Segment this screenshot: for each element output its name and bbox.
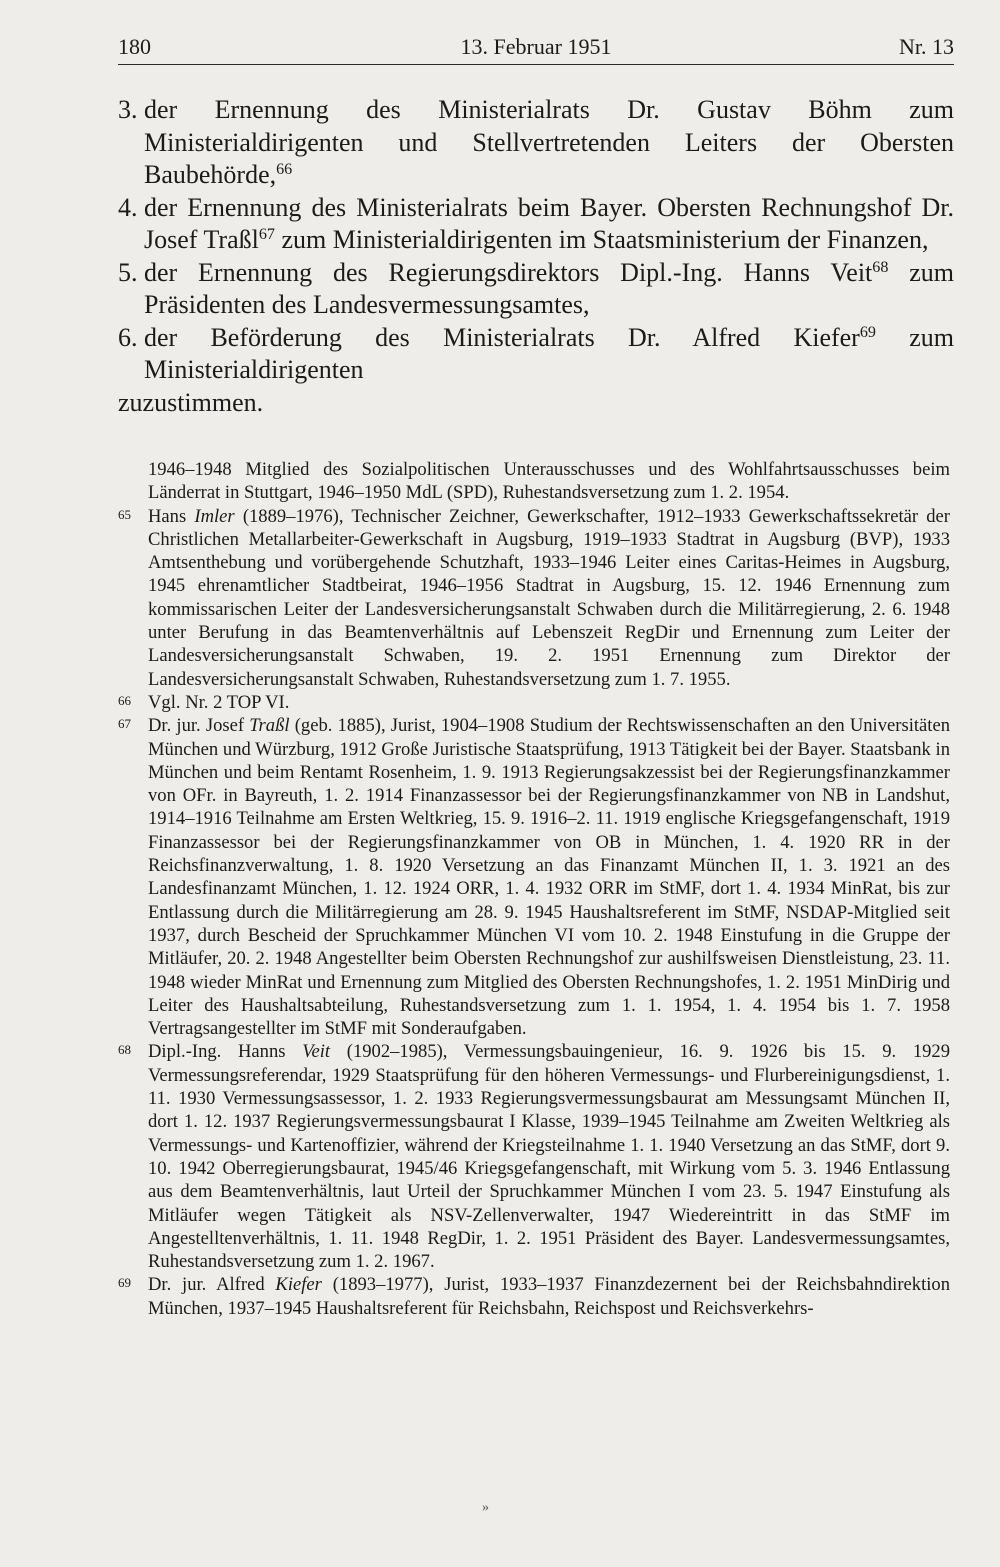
footnotes	[118, 458, 950, 1320]
item-text-body: der Beförderung des Ministerialrats Dr. Alfred Kiefer	[144, 322, 860, 352]
footnote-text-lead: Dipl.-Ing. Hanns	[148, 1041, 303, 1063]
page-number: 180	[118, 34, 151, 59]
footnote-name: Kiefer	[275, 1274, 322, 1296]
item-text-tail: zum Ministerialdirigenten im Staatsministerium der Finanzen,	[274, 225, 929, 254]
footnote-number: 66	[118, 692, 131, 708]
footnote-ref: 69	[859, 323, 876, 341]
item-text-body: der Ernennung des Regierungsdirektors Dipl.-Ing. Hanns Veit	[144, 257, 873, 287]
item-text-body: der Ernennung des Ministerialrats Dr. Gustav Böhm zum Ministerialdirigenten und Stellvertretenden Leiters der Obersten Baubehörde,	[144, 95, 954, 189]
header-date: 13. Februar 1951	[460, 34, 612, 59]
footnote-text-tail: (1902–1985), Vermessungsbauingenieur, 16. 9. 1926 bis 15. 9. 1929 Vermessungsreferendar, 1929 Staatsprüfung für den höheren Vermessungs- und Flurbereinigungsdienst, 1. 11. 1930 Vermessungsassessor, 1. 2. 1933 Regierungsvermessungsbaurat am Messungsamt München II, dort 1. 12. 1937 Regierungsvermessungsbaurat I Klasse, 1939–1945 Teilnahme am Zweiten Weltkrieg als Vermessungs- und Kartenoffizier, während der Kriegsteilnahme 1. 1. 1940 Versetzung an das StMF, dort 9. 10. 1942 Oberregierungsbaurat, 1945/46 Kriegsgefangenschaft, mit Wirkung vom 5. 3. 1946 Entlassung aus dem Beamtenverhältnis, laut Urteil der Spruchkammer München I vom 23. 5. 1947 Einstufung als Mitläufer wegen Tätigkeit als NSV-Zellenverwalter, 1947 Wiedereintritt in das StMF im Angestelltenverhältnis, 1. 11. 1948 RegDir, 1. 2. 1951 Präsident des Bayer. Landesvermessungsamtes, Ruhestandsversetzung zum 1. 2. 1967.	[148, 1041, 951, 1273]
footnote-ref: 68	[872, 258, 889, 276]
item-text-body: der Ernennung des Ministerialrats beim Bayer. Obersten Rechnungshof Dr. Josef Traßl	[144, 192, 954, 254]
footnote	[118, 505, 950, 691]
list-item	[118, 94, 954, 192]
item-text	[144, 94, 954, 192]
footnote-text-tail: (1893–1977), Jurist, 1933–1937 Finanzdezernent bei der Reichsbahndirektion München, 1937–1945 Haushaltsreferent für Reichsbahn, Reichspost und Reichsverkehrs-	[148, 1274, 951, 1319]
item-number: 6.	[118, 322, 138, 352]
item-text	[144, 192, 954, 257]
footnote-ref: 67	[258, 226, 275, 244]
issue-number: Nr. 13	[899, 34, 954, 59]
footnote-text-lead: 1946–1948 Mitglied des Sozialpolitischen Unterausschusses und des Wohlfahrtsausschusses beim Länderrat in Stuttgart, 1946–1950 MdL (SPD), Ruhestandsversetzung zum 1. 2. 1954.	[148, 459, 950, 504]
footnote-name: Imler	[194, 505, 235, 527]
item-text	[144, 322, 954, 387]
footnote-text	[148, 691, 950, 714]
footnote-name: Traßl	[249, 715, 290, 737]
item-number: 4.	[118, 192, 138, 222]
item-text-tail: zum Präsidenten des Landesvermessungsamtes,	[144, 257, 955, 319]
footnote-text-lead: Vgl. Nr. 2 TOP VI.	[148, 691, 290, 713]
footnote-text-lead: Dr. jur. Josef	[148, 715, 250, 737]
bottom-mark: »	[482, 1500, 489, 1515]
footnote-text-lead: Dr. jur. Alfred	[148, 1274, 276, 1296]
running-header	[118, 28, 954, 62]
footnote-text	[148, 1040, 950, 1273]
footnote	[118, 714, 950, 1040]
closing-text: zuzustimmen.	[118, 387, 264, 417]
footnote	[118, 458, 950, 505]
footnote-number: 68	[118, 1042, 131, 1058]
main-text	[118, 94, 954, 419]
footnote-text-lead: Hans	[148, 505, 195, 527]
footnote-text-tail: (1889–1976), Technischer Zeichner, Gewerkschafter, 1912–1933 Gewerkschaftssekretär der Christlichen Metallarbeiter-Gewerkschaft in Augsburg, 1919–1933 Stadtrat in Augsburg (BVP), 1933 Amtsenthebung und vorübergehende Schutzhaft, 1933–1946 Leiter eines Caritas-Heimes in Augsburg, 1945 ehrenamtlicher Stadtbeirat, 1946–1956 Stadtrat in Augsburg, 15. 12. 1946 Ernennung zum kommissarischen Leiter der Landesversicherungsanstalt Schwaben durch die Militärregierung, 2. 6. 1948 unter Berufung in das Beamtenverhältnis auf Lebenszeit RegDir und Ernennung zum Leiter der Landesversicherungsanstalt Schwaben, 19. 2. 1951 Ernennung zum Direktor der Landesversicherungsanstalt Schwaben, Ruhestandsversetzung zum 1. 7. 1955.	[148, 505, 950, 690]
footnote-number: 65	[118, 506, 131, 522]
list-item	[118, 322, 954, 387]
item-number: 5.	[118, 257, 138, 287]
footnote-text	[148, 505, 950, 691]
item-number: 3.	[118, 95, 138, 124]
item-text-tail: zum Ministerialdirigenten	[144, 322, 954, 384]
footnote	[118, 1273, 950, 1320]
item-text	[144, 257, 954, 322]
header-rule	[118, 64, 954, 65]
footnote-name: Veit	[302, 1041, 331, 1063]
list-item	[118, 257, 954, 322]
footnote	[118, 691, 950, 714]
footnote-number: 67	[118, 716, 131, 732]
list-item	[118, 192, 954, 257]
footnote	[118, 1040, 950, 1273]
footnote-text	[148, 458, 950, 505]
footnote-text	[148, 1273, 950, 1320]
footnote-ref: 66	[276, 161, 293, 179]
footnote-text	[148, 714, 950, 1040]
footnote-text-tail: (geb. 1885), Jurist, 1904–1908 Studium der Rechtswissenschaften an den Universitäten München und Würzburg, 1912 Große Juristische Staatsprüfung, 1913 Tätigkeit bei der Bayer. Staatsbank in München und beim Rentamt Rosenheim, 1. 9. 1913 Regierungsakzessist bei der Regierungsfinanzkammer von OFr. in Bayreuth, 1. 2. 1914 Finanzassessor bei der Regierungsfinanzkammer von NB in Landshut, 1914–1916 Teilnahme am Ersten Weltkrieg, 15. 9. 1916–2. 11. 1919 englische Kriegsgefangenschaft, 1919 Finanzassessor bei der Regierungsfinanzkammer von OB in München, 1. 4. 1920 RR in der Reichsfinanzverwaltung, 1. 8. 1920 Versetzung an das Finanzamt München II, 1. 3. 1921 an des Landesfinanzamt München, 1. 12. 1924 ORR, 1. 4. 1932 ORR im StMF, dort 1. 4. 1934 MinRat, bis zur Entlassung durch die Militärregierung am 28. 9. 1945 Haushaltsreferent im StMF, NSDAP-Mitglied seit 1937, durch Bescheid der Spruchkammer München VI vom 10. 2. 1948 Einstufung in die Gruppe der Mitläufer, 20. 2. 1948 Angestellter beim Obersten Rechnungshof zur aushilfsweisen Dienstleistung, 23. 11. 1948 wieder MinRat und Ernennung zum Mitglied des Obersten Rechnungshofes, 1. 2. 1951 MinDirig und Leiter des Haushaltsabteilung, Ruhestandsversetzung zum 1. 1. 1954, 1. 4. 1954 bis 1. 7. 1958 Vertragsangestellter im StMF mit Sonderaufgaben.	[148, 715, 951, 1040]
footnote-number: 69	[118, 1275, 131, 1291]
